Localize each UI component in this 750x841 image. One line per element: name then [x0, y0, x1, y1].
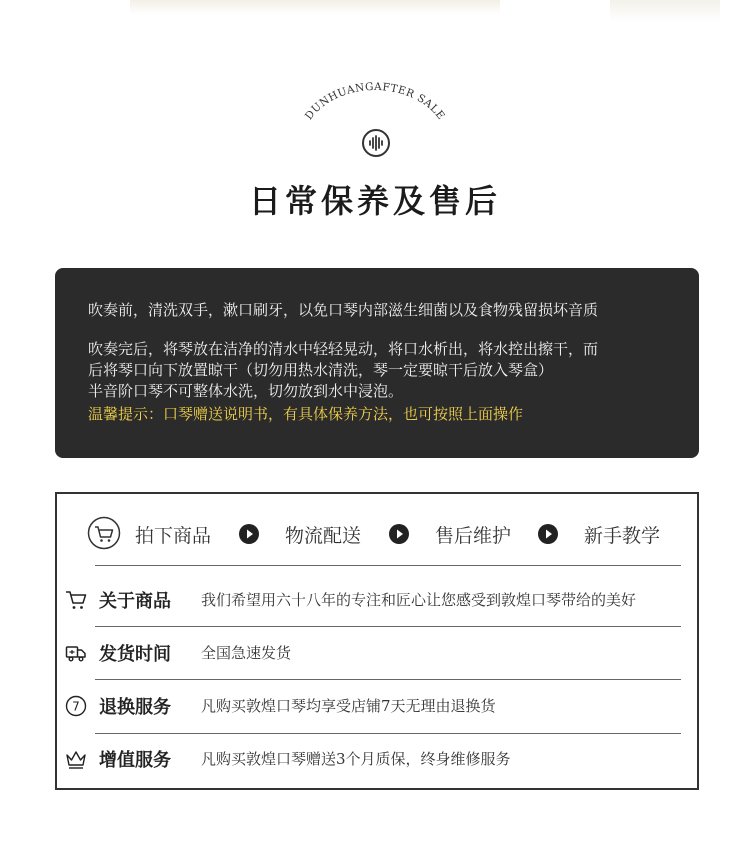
info-head-return: 退换服务	[99, 697, 171, 718]
info-head-shipping: 发货时间	[99, 644, 171, 665]
care-instructions-box	[55, 268, 699, 458]
step-label-tutorial: 新手教学	[584, 525, 661, 547]
step-label-order: 拍下商品	[135, 525, 212, 547]
care-line-3: 后将琴口向下放置晾干（切勿用热水清洗，琴一定要晾干后放入琴盒）	[88, 361, 554, 379]
seven-day-icon	[65, 695, 87, 717]
divider	[95, 733, 681, 734]
info-row-shipping	[65, 636, 685, 670]
step-label-shipping: 物流配送	[285, 525, 362, 547]
care-line-1: 吹奏前，清洗双手，漱口刷牙，以免口琴内部滋生细菌以及食物残留损坏音质	[88, 301, 599, 319]
info-head-product: 关于商品	[99, 591, 171, 612]
sound-wave-icon	[361, 128, 391, 158]
svg-text:7: 7	[72, 699, 80, 714]
divider	[95, 565, 681, 566]
svg-text:DUNHUANGAFTER SALE	[303, 81, 447, 122]
cart-icon	[65, 589, 87, 611]
play-arrow-icon	[239, 524, 259, 544]
crown-icon	[65, 748, 87, 770]
play-arrow-icon	[538, 524, 558, 544]
step-label-aftersale: 售后维护	[435, 525, 512, 547]
info-text-product: 我们希望用六十八年的专注和匠心让您感受到敦煌口琴带给的美好	[201, 591, 637, 609]
brand-arc-text: DUNHUANGAFTER SALE	[302, 80, 448, 123]
info-text-shipping: 全国急速发货	[201, 644, 292, 662]
care-line-2: 吹奏完后，将琴放在洁净的清水中轻轻晃动，将口水析出，将水控出擦干，而	[88, 340, 599, 358]
info-text-value-added: 凡购买敦煌口琴赠送3个月质保，终身维修服务	[201, 750, 511, 768]
info-row-return	[65, 689, 685, 723]
top-decoration	[130, 0, 500, 14]
top-decoration-right	[610, 0, 720, 22]
truck-icon	[65, 642, 87, 664]
divider	[95, 679, 681, 680]
care-tip: 温馨提示：口琴赠送说明书，有具体保养方法，也可按照上面操作	[88, 405, 524, 423]
process-steps	[87, 516, 677, 552]
info-head-value-added: 增值服务	[99, 750, 171, 771]
cart-icon	[87, 516, 121, 550]
info-row-value-added	[65, 742, 685, 776]
info-row-product	[65, 583, 685, 617]
info-text-return: 凡购买敦煌口琴均享受店铺7天无理由退换货	[201, 697, 496, 715]
care-line-4: 半音阶口琴不可整体水洗，切勿放到水中浸泡。	[88, 382, 404, 400]
page-title: 日常保养及售后	[248, 182, 501, 220]
service-box	[55, 492, 699, 790]
play-arrow-icon	[389, 524, 409, 544]
divider	[95, 626, 681, 627]
